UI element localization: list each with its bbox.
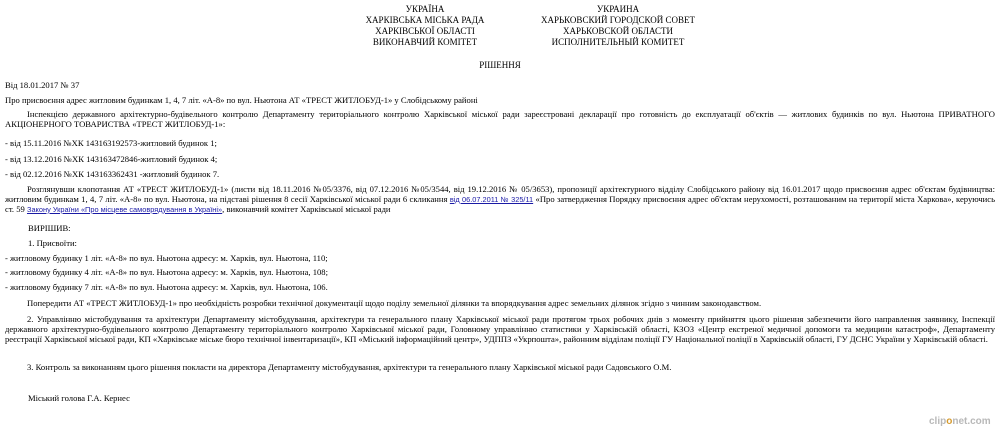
item1-title: 1. Присвоїти: bbox=[28, 238, 77, 248]
item3-paragraph: 3. Контроль за виконанням цього рішення покласти на директора Департаменту містобудування, архітектури та генерального плану Харківської міської ради Садовського О.М. bbox=[27, 362, 672, 372]
intro-paragraph: Інспекцією державного архітектурно-будівельного контролю Департаменту територіального контролю Харківської міської ради зареєстровані декларації про готовність до експлуатації об'єктів — житлових будинків по вул. Ньютона ПРИВАТНОГО АКЦІОНЕРНОГО ТОВАРИСТВА «ТРЕСТ ЖИТЛОБУД-1»: bbox=[5, 109, 995, 129]
considered-text-a: Розглянувши клопотання АТ «ТРЕСТ ЖИТЛОБУД-1» (листи від 18.11.2016 №05/3376, від 07.12.2016 №05/3544, від 19.12.2016 № 05/3653), пропозиції архітектурного відділу Слобідського району від 16.01.2017 щодо присвоєння адрес об'єктам будівництва: житловим будинкам 1, 4, 7 літ. «А-8» по вул. Ньютона, на підставі рішення 8 сесії Харківської міської ради 6 скликання bbox=[5, 184, 995, 204]
address-item: - житловому будинку 4 літ. «А-8» по вул. Ньютона адресу: м. Харків, вул. Ньютона, 108; bbox=[5, 267, 328, 277]
warning-paragraph: Попередити АТ «ТРЕСТ ЖИТЛОБУД-1» про необхідність розробки технічної документації щодо поділу земельної ділянки та впорядкування адрес земельних ділянок згідно з чинним законодавством. bbox=[27, 298, 762, 308]
clipnet-watermark: cliponet.com bbox=[929, 416, 991, 427]
item2-paragraph: 2. Управлінню містобудування та архітектури Департаменту містобудування, архітектури та генерального плану Харківської міської ради протягом трьох робочих днів з моменту прийняття цього рішення забезпечити його направлення заявнику, Інспекції державного архітектурно-будівельного контролю Департаменту територіального контролю Харківської міської ради, Головному управлінню статистики у Харківській області, КЗОЗ «Центр екстреної медичної допомоги та медицини катастроф», Департаменту реєстрації Харківської міської ради, КП «Харківське міське бюро технічної інвентаризації», КП «Міський інформаційний центр», УДППЗ «Укрпошта», районним відділам поліції ГУ Національної поліції в Харківській області, ГУ ДСНС України у Харківській області. bbox=[5, 314, 995, 344]
resolved-heading: ВИРІШИВ: bbox=[28, 223, 71, 233]
declaration-item: - від 13.12.2016 №ХК 143163472846-житловий будинок 4; bbox=[5, 154, 218, 164]
header-right-line: УКРАИНА bbox=[596, 4, 640, 14]
subject-line: Про присвоєння адрес житловим будинкам 1, 4, 7 літ. «А-8» по вул. Ньютона АТ «ТРЕСТ ЖИТЛОБУД-1» у Слобідському районі bbox=[5, 95, 478, 105]
considered-text-c: , виконавчий комітет Харківської міської ради bbox=[222, 203, 391, 214]
header-left-line: УКРАЇНА bbox=[405, 4, 445, 14]
date-line: Від 18.01.2017 № 37 bbox=[5, 80, 80, 90]
header-left-line: ХАРКІВСЬКОЇ ОБЛАСТІ bbox=[375, 26, 475, 36]
header-left-line: ВИКОНАВЧИЙ КОМІТЕТ bbox=[372, 37, 478, 47]
law-link[interactable]: Закону України «Про місцеве самоврядування в Україні» bbox=[26, 204, 223, 214]
header-right-line: ХАРЬКОВСКИЙ ГОРОДСКОЙ СОВЕТ bbox=[540, 15, 696, 25]
decision-link[interactable]: від 06.07.2011 № 325/11 bbox=[449, 194, 534, 204]
considered-text-b: «Про затвердження Порядку присвоєння адрес об'єктам нерухомості, розташованим на території міста Харкова», керуючись ст. 59 bbox=[5, 193, 996, 214]
header-right bbox=[488, 4, 748, 48]
address-item: - житловому будинку 7 літ. «А-8» по вул. Ньютона адресу: м. Харків, вул. Ньютона, 106. bbox=[5, 282, 328, 292]
header-left-line: ХАРКІВСЬКА МІСЬКА РАДА bbox=[365, 15, 485, 25]
declaration-item: - від 15.11.2016 №ХК 143163192573-житловий будинок 1; bbox=[5, 138, 217, 148]
header-right-line: ХАРЬКОВСКОЙ ОБЛАСТИ bbox=[562, 26, 674, 36]
signature-line: Міський голова Г.А. Кернес bbox=[28, 393, 130, 403]
considered-paragraph bbox=[5, 185, 995, 215]
declaration-item: - від 02.12.2016 №ХК 143163362431 -житловий будинок 7. bbox=[5, 169, 220, 179]
document-title: РІШЕННЯ bbox=[479, 60, 521, 70]
address-item: - житловому будинку 1 літ. «А-8» по вул. Ньютона адресу: м. Харків, вул. Ньютона, 110; bbox=[5, 253, 328, 263]
header-right-line: ИСПОЛНИТЕЛЬНЫЙ КОМИТЕТ bbox=[551, 37, 685, 47]
